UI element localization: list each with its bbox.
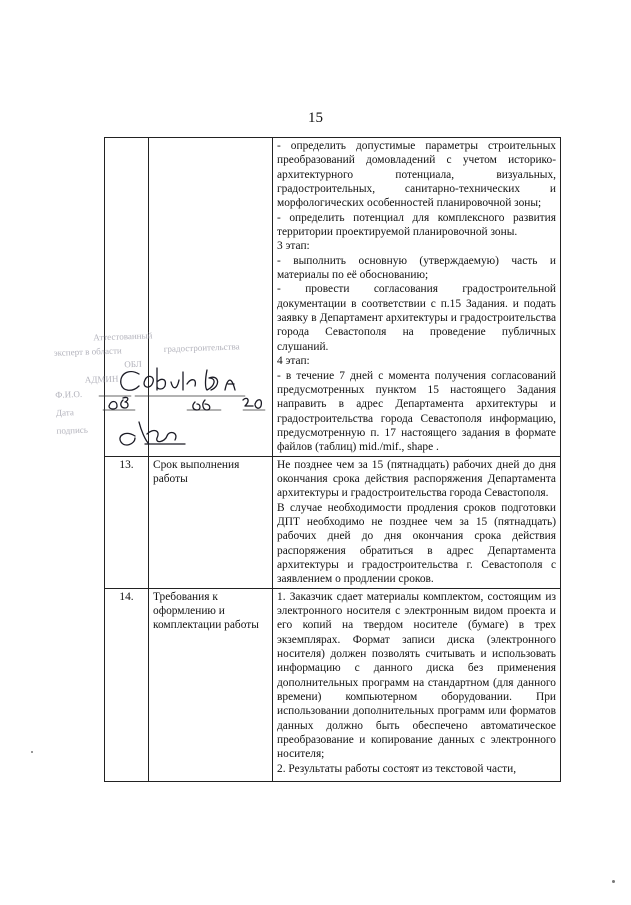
- row-name-cell: Срок выполнения работы: [149, 456, 273, 588]
- list-item: - выполнить основную (утверждаемую) часть и материалы по её обоснованию;: [277, 254, 556, 282]
- stamp-text: подпись: [56, 424, 89, 436]
- stamp-text: эксперт в области: [53, 345, 122, 358]
- row-name-cell: Требования к оформлению и комплектации работы: [149, 588, 273, 781]
- list-item: - провести согласования градостроительной документации в соответствии с п.15 Задания. и подать заявку в Департамент архитектуры и градостроительства города Севастополя на проведение публичных слушаний.: [277, 283, 556, 353]
- signature-stroke: [206, 370, 236, 390]
- stage-title: 3 этап:: [277, 240, 310, 253]
- stamp-text: Ф.И.О.: [55, 388, 83, 400]
- row-content-cell: [273, 456, 561, 588]
- paragraph: 1. Заказчик сдает материалы комплектом, состоящим из электронного носителя с электронным видом проекта и его копий на твердом носителе (бумаге) в трех экземплярах. Формат записи диска (электронного носителя) должен позволять считывать и использовать информацию с данного диска без применения дополнительных программ на стандартном (для данного времени) компьютерном оборудовании. При использовании дополнительных программ или форматов данных должно быть обеспечено автоматическое преобразование и копирование данных с электронного носителя;: [277, 590, 556, 761]
- signature-stroke: [121, 372, 139, 391]
- row-content-cell: [273, 588, 561, 781]
- date-month-stroke: [193, 400, 210, 410]
- stamp-text: Аттестованный: [93, 330, 153, 343]
- list-item: - определить потенциал для комплексного развития территории проектируемой планировочной зоны.: [277, 211, 556, 239]
- paragraph: 2. Результаты работы состоят из текстовой части,: [277, 762, 517, 775]
- row-number-cell: 13.: [105, 456, 149, 588]
- row-content-cell: [273, 138, 561, 457]
- scan-mark: [31, 751, 33, 753]
- handwritten-signature: [95, 360, 275, 450]
- list-item: - определить допустимые параметры строительных преобразований домовладений с учетом историко-архитектурного потенциала, визуальных, градостроительных, санитарно-технических и морфологических особенностей планировочной зоны;: [277, 140, 556, 210]
- row-number-cell: 14.: [105, 588, 149, 781]
- scan-mark: [612, 880, 615, 883]
- paragraph: Не позднее чем за 15 (пятнадцать) рабочих дней до дня окончания срока действия распоряжения Департамента архитектуры и градостроительства города Севастополя.: [277, 458, 556, 500]
- stage-title: 4 этап:: [277, 355, 310, 368]
- table-row: [105, 588, 561, 781]
- signature-stroke: [120, 422, 185, 445]
- stamp-text: АДМИН: [84, 373, 119, 385]
- stamp-text: ОБЛ: [124, 358, 142, 370]
- signature-stroke: [171, 372, 195, 390]
- page-number: 15: [308, 110, 323, 126]
- signature-stroke: [144, 368, 165, 390]
- date-year-stroke: [243, 398, 261, 408]
- requirements-table: [104, 137, 561, 782]
- paragraph: В случае необходимости продления сроков подготовки ДПТ необходимо не позднее чем за 15 (пятнадцать) рабочих дней до дня окончания срока действия распоряжения обратиться в адрес Департамента архитектуры и градостроительства г. Севастополя с заявлением о продлении сроков.: [277, 501, 556, 586]
- table-row: [105, 456, 561, 588]
- date-day-stroke: [109, 397, 128, 409]
- list-item: - в течение 7 дней с момента получения согласований предусмотренных пунктом 15 настоящего Задания направить в адрес Департамента архитектуры и градостроительства города Севастополя информацию, предусмотренную п. 17 настоящего задания в формате файлов (таблиц) mid./mif., shape .: [277, 369, 556, 454]
- stamp-text: Дата: [55, 407, 75, 418]
- stamp-text: градостроительства: [163, 341, 240, 355]
